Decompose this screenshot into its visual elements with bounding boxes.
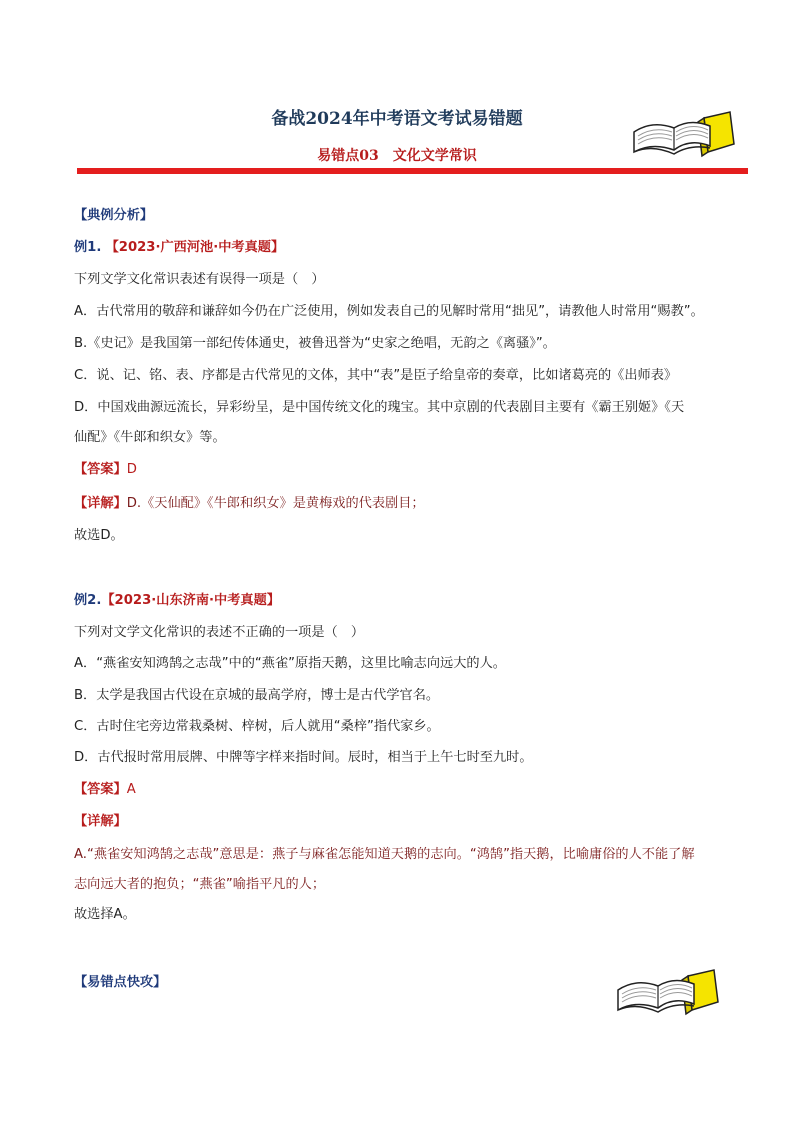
- example-2-detail-label: [74, 813, 127, 831]
- section-heading-tips: 【易错点快攻】: [74, 975, 167, 990]
- example-1-option-d: D．中国戏曲源远流长，异彩纷呈，是中国传统文化的瑰宝。其中京剧的代表剧目主要有《霸王别姬》《天: [74, 400, 685, 415]
- example-2-option-a: A．“燕雀安知鸿鹄之志哉”中的“燕雀”原指天鹅，这里比喻志向远大的人。: [74, 656, 506, 671]
- section-heading-examples: 【典例分析】: [74, 208, 154, 223]
- open-book-icon: [614, 968, 726, 1018]
- example-1-option-b: B.《史记》是我国第一部纪传体通史，被鲁迅誉为“史家之绝唱，无韵之《离骚》”。: [74, 336, 556, 351]
- example-2-header: [74, 592, 280, 610]
- answer-value: D: [126, 462, 137, 477]
- example-2-option-d: D．古代报时常用辰牌、中牌等字样来指时间。辰时，相当于上午七时至九时。: [74, 750, 533, 765]
- open-book-icon: [630, 110, 742, 160]
- example-1-label: 例1.: [74, 240, 102, 255]
- detail-label: 【详解】: [74, 814, 127, 829]
- detail-label: 【详解】: [74, 496, 127, 511]
- example-1-detail: [74, 495, 425, 513]
- example-2-question: 下列对文学文化常识的表述不正确的一项是（ ）: [74, 625, 365, 640]
- example-1-source: 【2023·广西河池·中考真题】: [105, 240, 285, 255]
- example-1-option-c: C．说、记、铭、表、序都是古代常见的文体，其中“表”是臣子给皇帝的奏章，比如诸葛亮的《出师表》: [74, 368, 678, 383]
- answer-value: A: [126, 782, 136, 797]
- header-divider: [77, 168, 748, 174]
- example-1-answer: [74, 461, 137, 479]
- page-title: 备战2024年中考语文考试易错题: [271, 109, 523, 129]
- example-1-conclusion: 故选D。: [74, 528, 124, 543]
- example-2-option-b: B．太学是我国古代设在京城的最高学府，博士是古代学官名。: [74, 688, 440, 703]
- example-2-detail-line-2: 志向远大者的抱负；“燕雀”喻指平凡的人；: [74, 877, 326, 892]
- detail-text: D.《天仙配》《牛郎和织女》是黄梅戏的代表剧目；: [126, 496, 425, 511]
- answer-label: 【答案】: [74, 782, 127, 797]
- example-2-source: 【2023·山东济南·中考真题】: [101, 593, 280, 608]
- example-1-question: 下列文学文化常识表述有误得一项是（ ）: [74, 272, 325, 287]
- example-2-answer: [74, 781, 136, 799]
- example-2-option-c: C．古时住宅旁边常栽桑树、梓树，后人就用“桑梓”指代家乡。: [74, 719, 440, 734]
- example-1-option-a: A．古代常用的敬辞和谦辞如今仍在广泛使用，例如发表自己的见解时常用“拙见”，请教他人时常用“赐教”。: [74, 304, 704, 319]
- example-1-header: [74, 239, 284, 257]
- page-subtitle: 易错点03 文化文学常识: [317, 148, 477, 164]
- example-1-option-d-cont: 仙配》《牛郎和织女》等。: [74, 430, 226, 445]
- example-2-detail-line-1: A.“燕雀安知鸿鹄之志哉”意思是：燕子与麻雀怎能知道天鹅的志向。“鸿鹄”指天鹅，比喻庸俗的人不能了解: [74, 847, 695, 862]
- answer-label: 【答案】: [74, 462, 127, 477]
- example-2-conclusion: 故选择A。: [74, 907, 136, 922]
- example-2-label: 例2.: [74, 593, 102, 608]
